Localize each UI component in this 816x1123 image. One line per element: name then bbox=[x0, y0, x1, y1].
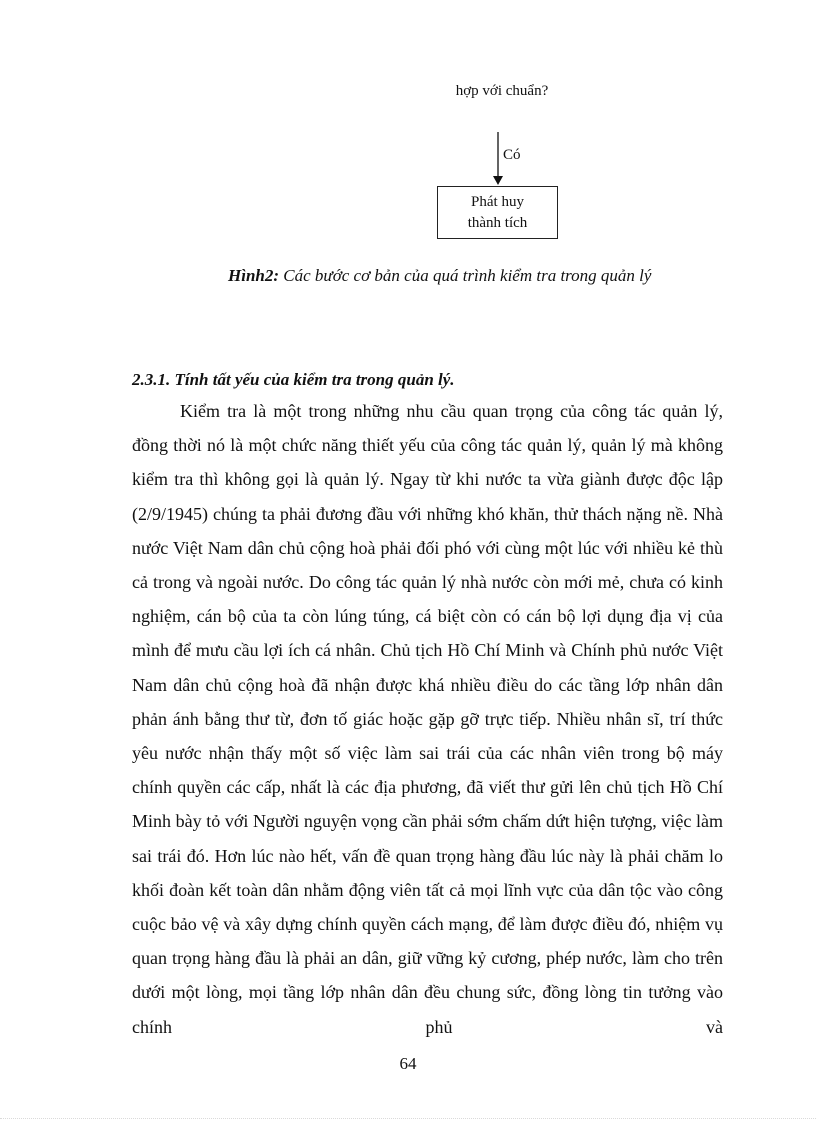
section-heading: 2.3.1. Tính tất yếu của kiểm tra trong quản lý. bbox=[132, 370, 455, 389]
result-box-line1: Phát huy bbox=[471, 193, 524, 210]
caption-text: Các bước cơ bản của quá trình kiểm tra trong quản lý bbox=[279, 266, 652, 285]
flowchart-result-box bbox=[437, 186, 558, 239]
flowchart-arrow-label: Có bbox=[503, 147, 521, 163]
page-number: 64 bbox=[399, 1054, 417, 1073]
result-box-line2: thành tích bbox=[467, 214, 528, 231]
caption-label: Hình2: bbox=[228, 266, 280, 285]
flowchart-question-text: hợp với chuẩn? bbox=[455, 83, 549, 99]
body-paragraph: Kiểm tra là một trong những nhu cầu quan trọng của công tác quản lý, đồng thời nó là một chức năng thiết yếu của công tác quản lý, quản lý mà không kiểm tra thì không gọi là quản lý. Ngay từ khi nước ta vừa giành được độc lập (2/9/1945) chúng ta phải đương đầu với những khó khăn, thử thách nặng nề. Nhà nước Việt Nam dân chủ cộng hoà phải đối phó với cùng một lúc với nhiều kẻ thù cả trong và ngoài nước. Do công tác quản lý nhà nước còn mới mẻ, chưa có kinh nghiệm, cán bộ của ta còn lúng túng, cá biệt còn có cán bộ lợi dụng địa vị của mình để mưu cầu lợi ích cá nhân. Chủ tịch Hồ Chí Minh và Chính phủ nước Việt Nam dân chủ cộng hoà đã nhận được khá nhiều điều do các tầng lớp nhân dân phản ánh bằng thư từ, đơn tố giác hoặc gặp gỡ trực tiếp. Nhiều nhân sĩ, trí thức yêu nước nhận thấy một số việc làm sai trái của các nhân viên trong bộ máy chính quyền các cấp, nhất là các địa phương, đã viết thư gửi lên chủ tịch Hồ Chí Minh bày tỏ với Người nguyện vọng cần phải sớm chấm dứt hiện tượng, việc làm sai trái đó. Hơn lúc nào hết, vấn đề quan trọng hàng đầu lúc này là phải chăm lo khối đoàn kết toàn dân nhằm động viên tất cả mọi lĩnh vực của dân tộc vào công cuộc bảo vệ và xây dựng chính quyền cách mạng, để làm được điều đó, nhiệm vụ quan trọng hàng đầu là phải an dân, giữ vững kỷ cương, phép nước, làm cho trên dưới một lòng, mọi tầng lớp nhân dân đều chung sức, đồng lòng tin tưởng vào chính phủ và bbox=[132, 401, 723, 1037]
figure-caption bbox=[228, 266, 651, 286]
page-edge-divider bbox=[0, 1118, 816, 1119]
